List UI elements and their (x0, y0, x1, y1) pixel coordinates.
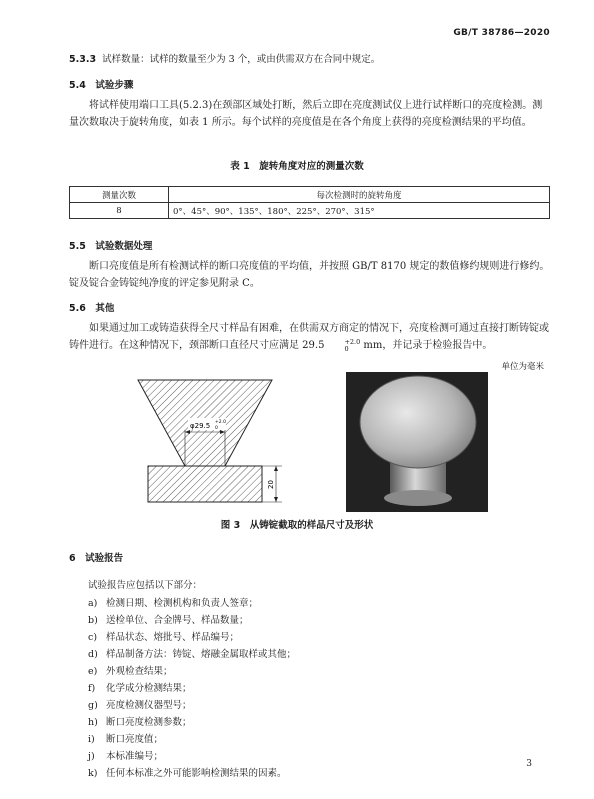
list-item (88, 748, 163, 762)
list-text: 送检单位、合金牌号、样品数量； (106, 615, 249, 626)
section-5-6-paragraph (69, 320, 550, 354)
list-key: f) (88, 683, 96, 694)
paragraph-text: 如果通过加工或铸造获得全尺寸样品有困难，在供需双方商定的情况下，亮度检测可通过直接打断铸锭或铸件进行。在这种情况下，颈部断口直径尺寸应满足 29.5 (69, 323, 549, 351)
list-item (88, 697, 192, 711)
section-text: 试样数量：试样的数量至少为 3 个，或由供需双方在合同中规定。 (102, 54, 381, 65)
list-item (88, 731, 163, 745)
section-5-5-paragraph: 断口亮度值是所有检测试样的断口亮度值的平均值，并按照 GB/T 8170 规定的数值修约规则进行修约。锭及锭合金铸锭纯净度的评定参见附录 C。 (69, 261, 550, 289)
list-key: a) (88, 598, 98, 609)
list-text: 亮度检测仪器型号； (106, 700, 192, 711)
section-number: 5.6 (69, 303, 86, 314)
dimension-tolerance-plus: +2.0 (215, 420, 226, 425)
section-5-3-3 (69, 51, 380, 65)
section-title: 试验步骤 (95, 80, 134, 91)
table-1 (69, 186, 550, 219)
list-item (88, 629, 239, 643)
list-text: 化学成分检测结果； (106, 683, 192, 694)
section-5-4-heading (69, 77, 133, 91)
list-key: g) (88, 700, 98, 711)
tolerance-minus: 0 (344, 344, 349, 353)
list-text: 外观检查结果； (106, 666, 173, 677)
dimension-tolerance-minus: 0 (215, 426, 218, 431)
section-title: 试验报告 (85, 553, 124, 564)
list-text: 本标准编号； (106, 751, 164, 762)
list-key: d) (88, 649, 98, 660)
figure-caption: 图 3 从铸锭截取的样品尺寸及形状 (220, 520, 374, 531)
section-6-heading (69, 550, 123, 564)
list-item (88, 612, 249, 626)
section-title: 其他 (95, 303, 115, 314)
dimension-diameter: φ29.5 (190, 422, 211, 430)
report-intro: 试验报告应包括以下部分： (88, 580, 203, 591)
list-key: b) (88, 615, 98, 626)
list-item (88, 714, 192, 728)
list-key: k) (88, 768, 98, 779)
list-key: c) (88, 632, 98, 643)
list-item (88, 765, 287, 779)
section-title: 试验数据处理 (95, 241, 153, 252)
table-header-cell: 每次检测时的旋转角度 (169, 187, 550, 203)
base-section (148, 466, 262, 502)
section-5-6-heading (69, 300, 114, 314)
section-number: 5.5 (69, 241, 86, 252)
specimen-photo (346, 372, 488, 512)
list-text: 样品制备方法：铸锭、熔融金属取样或其他； (106, 649, 297, 660)
list-text: 检测日期、检测机构和负责人签章； (106, 598, 259, 609)
specimen-drawing (130, 372, 290, 522)
tolerance-plus: +2.0 (344, 337, 361, 346)
list-text: 断口亮度检测参数； (106, 717, 192, 728)
standard-number: GB/T 38786—2020 (453, 28, 550, 38)
page-number: 3 (526, 759, 532, 769)
table-header-cell: 测量次数 (70, 187, 169, 203)
list-text: 样品状态、熔批号、样品编号； (106, 632, 240, 643)
specimen-top-face (360, 376, 476, 468)
table-cell: 8 (70, 203, 169, 219)
list-text: 任何本标准之外可能影响检测结果的因素。 (106, 768, 287, 779)
dimension-height: 20 (267, 480, 275, 489)
list-key: j) (88, 751, 95, 762)
section-5-4-paragraph: 将试样使用端口工具(5.2.3)在颈部区域处打断，然后立即在亮度测试仪上进行试样断口的亮度检测。测量次数取决于旋转角度，如表 1 所示。每个试样的亮度值是在各个角度上获得的亮度检测结果的平均值。 (69, 100, 543, 128)
list-item (88, 646, 296, 660)
section-number: 6 (69, 553, 76, 564)
list-item (88, 663, 173, 677)
list-item (88, 595, 258, 609)
list-text: 断口亮度值； (106, 734, 164, 745)
section-number: 5.4 (69, 80, 86, 91)
table-caption: 表 1 旋转角度对应的测量次数 (230, 161, 364, 172)
list-item (88, 680, 192, 694)
list-key: e) (88, 666, 98, 677)
section-number: 5.3.3 (69, 54, 97, 65)
unit-note: 单位为毫米 (501, 362, 544, 372)
table-cell: 0°、45°、90°、135°、180°、225°、270°、315° (169, 203, 550, 219)
list-key: i) (88, 734, 95, 745)
section-5-5-heading (69, 238, 152, 252)
list-key: h) (88, 717, 98, 728)
table-row (70, 203, 550, 219)
table-header-row (70, 187, 550, 203)
paragraph-text: mm，并记录于检验报告中。 (360, 340, 493, 351)
